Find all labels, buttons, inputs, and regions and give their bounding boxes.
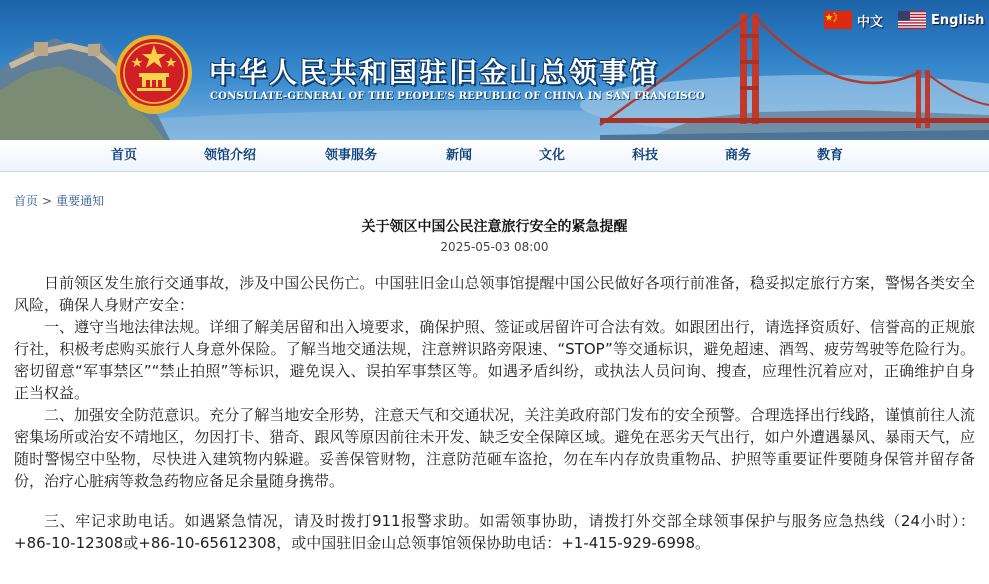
site-subtitle: CONSULATE-GENERAL OF THE PEOPLE'S REPUBLIC OF CHINA IN SAN FRANCISCO xyxy=(210,91,705,102)
article-paragraph-3: 三、牢记求助电话。如遇紧急情况，请及时拨打911报警求助。如需领事协助，请拨打外交部全球领事保护与服务应急热线（24小时）：+86-10-12308或+86-10-65612308，或中国驻旧金山总领事馆领保协助电话：+1-415-929-6998。 xyxy=(14,512,975,552)
language-chinese-link[interactable] xyxy=(824,10,883,30)
main-navigation xyxy=(0,140,989,172)
language-chinese-label: 中文 xyxy=(857,14,884,30)
nav-item-technology[interactable]: 科技 xyxy=(632,148,659,163)
usa-flag-icon xyxy=(898,11,926,29)
site-title: 中华人民共和国驻旧金山总领事馆 xyxy=(209,56,660,89)
breadcrumb-section-link[interactable]: 重要通知 xyxy=(56,194,105,208)
article-body xyxy=(14,272,975,554)
china-flag-icon xyxy=(824,11,852,29)
article-date: 2025-05-03 08:00 xyxy=(440,240,549,254)
nav-item-commerce[interactable]: 商务 xyxy=(725,148,752,163)
nav-item-consulate-intro[interactable]: 领馆介绍 xyxy=(204,148,257,163)
nav-item-news[interactable]: 新闻 xyxy=(446,148,473,163)
site-banner xyxy=(0,0,989,140)
article-paragraph-intro: 日前领区发生旅行交通事故，涉及中国公民伤亡。中国驻旧金山总领事馆提醒中国公民做好各项行前准备，稳妥拟定旅行方案，警惕各类安全风险，确保人身财产安全： xyxy=(14,274,975,314)
language-english-link[interactable] xyxy=(898,10,984,30)
article-paragraph-1: 一、遵守当地法律法规。详细了解美居留和出入境要求，确保护照、签证或居留许可合法有效。如跟团出行，请选择资质好、信誉高的正规旅行社，积极考虑购买旅行人身意外保险。了解当地交通法规，注意辨识路旁限速、“STOP”等交通标识，避免超速、酒驾、疲劳驾驶等危险行为。密切留意“军事禁区”“禁止拍照”等标识，避免误入、误拍军事禁区等。如遇矛盾纠纷，或执法人员问询、搜查，应理性沉着应对，正确维护自身正当权益。 xyxy=(14,318,975,402)
nav-item-home[interactable]: 首页 xyxy=(111,148,138,163)
article-paragraph-2: 二、加强安全防范意识。充分了解当地安全形势，注意天气和交通状况，关注美政府部门发布的安全预警。合理选择出行线路，谨慎前往人流密集场所或治安不靖地区，勿因打卡、猎奇、跟风等原因前往未开发、缺乏安全保障区域。避免在恶劣天气出行，如户外遭遇暴风、暴雨天气，应随时警惕空中坠物，尽快进入建筑物内躲避。妥善保管财物，注意防范砸车盗抢，勿在车内存放贵重物品、护照等重要证件要随身保管并留存备份，治疗心脏病等救急药物应备足余量随身携带。 xyxy=(14,406,975,490)
breadcrumb-separator: > xyxy=(42,194,53,208)
national-emblem-icon xyxy=(115,35,193,117)
article-title: 关于领区中国公民注意旅行安全的紧急提醒 xyxy=(361,219,628,235)
language-english-label: English xyxy=(931,12,985,28)
nav-item-culture[interactable]: 文化 xyxy=(539,148,566,163)
nav-item-consular-services[interactable]: 领事服务 xyxy=(325,148,378,163)
breadcrumb xyxy=(14,192,104,209)
nav-item-education[interactable]: 教育 xyxy=(817,148,844,163)
breadcrumb-home-link[interactable]: 首页 xyxy=(14,194,39,208)
